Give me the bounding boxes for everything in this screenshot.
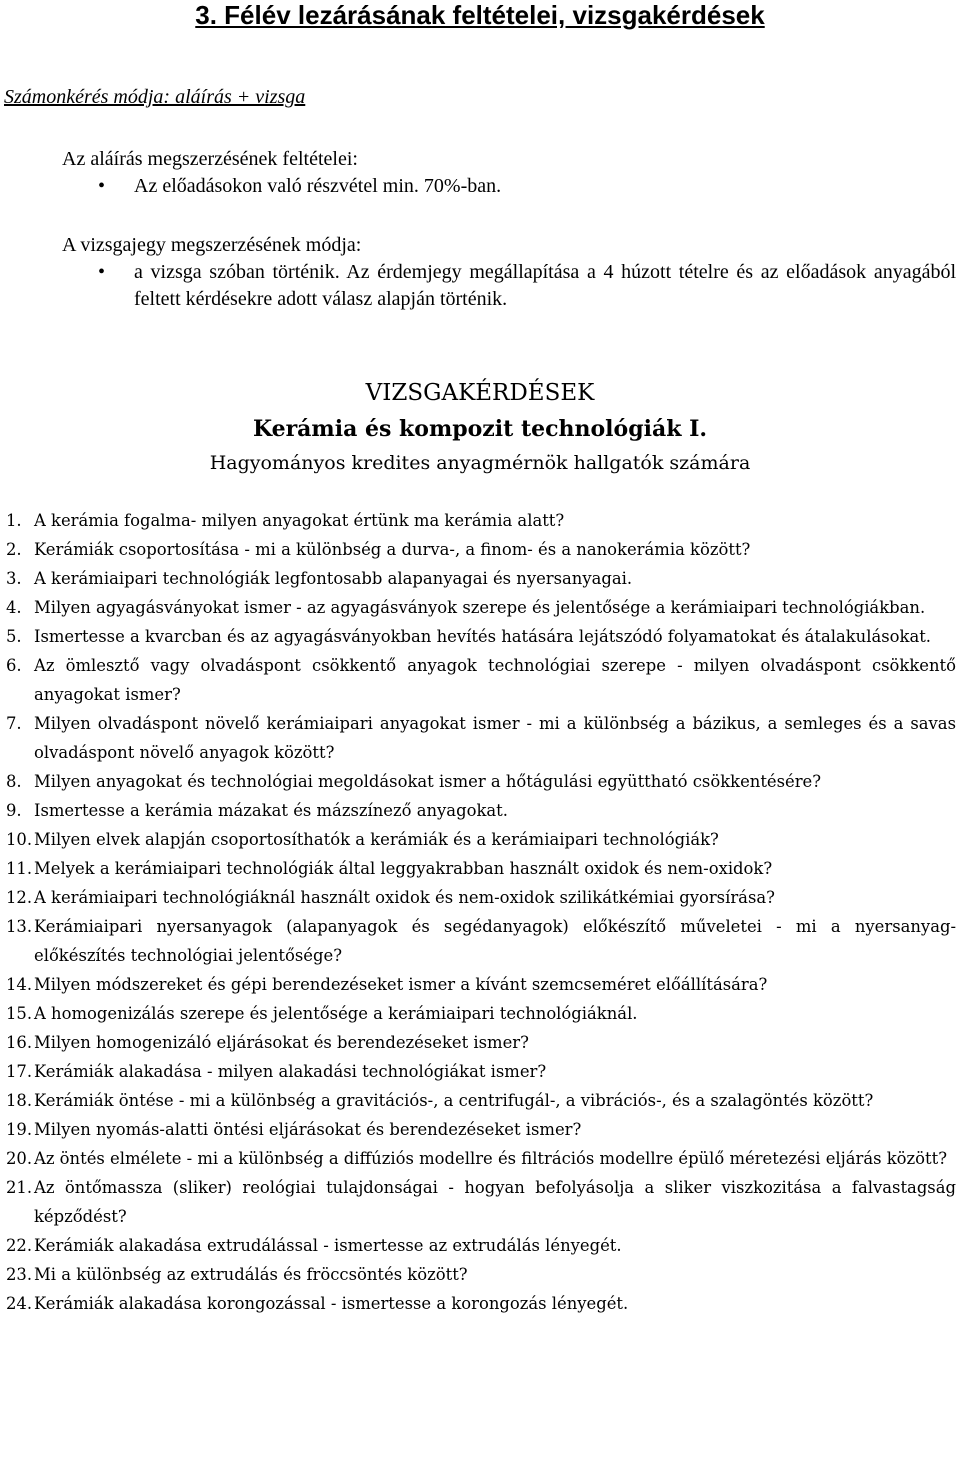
signature-condition-item: [62, 173, 956, 200]
question-number: 5.: [6, 627, 22, 646]
question-item: [6, 709, 956, 767]
signature-condition-text: Az előadásokon való részvétel min. 70%-ban.: [134, 175, 502, 197]
grade-condition-item: [62, 259, 956, 313]
assessment-method: Számonkérés módja: aláírás + vizsga: [4, 86, 306, 108]
question-item: [6, 1260, 956, 1289]
signature-conditions: [62, 146, 956, 200]
question-number: 11.: [6, 859, 33, 878]
question-text: Az ömlesztő vagy olvadáspont csökkentő anyagok technológiai szerepe - milyen olvadáspont csökkentő anyagokat ismer?: [34, 656, 956, 704]
question-text: Milyen módszereket és gépi berendezéseket ismer a kívánt szemcseméret előállítására?: [34, 975, 768, 994]
question-number: 2.: [6, 540, 22, 559]
question-text: Kerámiák alakadása - milyen alakadási technológiákat ismer?: [34, 1062, 547, 1081]
question-item: [6, 767, 956, 796]
question-number: 4.: [6, 598, 22, 617]
question-number: 24.: [6, 1294, 33, 1313]
grade-conditions: [62, 232, 956, 313]
question-item: [6, 883, 956, 912]
question-number: 12.: [6, 888, 33, 907]
question-text: Kerámiaipari nyersanyagok (alapanyagok és segédanyagok) előkészítő műveletei - mi a nyersanyag-előkészítés technológiai jelentősége?: [34, 917, 956, 965]
question-text: Milyen anyagokat és technológiai megoldásokat ismer a hőtágulási együttható csökkentésére?: [34, 772, 822, 791]
question-item: [6, 651, 956, 709]
question-item: [6, 1115, 956, 1144]
question-text: Ismertesse a kerámia mázakat és mázszínező anyagokat.: [34, 801, 508, 820]
question-number: 15.: [6, 1004, 33, 1023]
section-heading-text: 3. Félév lezárásának feltételei, vizsgakérdések: [195, 0, 765, 30]
question-item: [6, 564, 956, 593]
question-text: Milyen agyagásványokat ismer - az agyagásványok szerepe és jelentősége a kerámiaipari technológiákban.: [34, 598, 926, 617]
question-number: 14.: [6, 975, 33, 994]
question-number: 21.: [6, 1178, 33, 1197]
question-number: 10.: [6, 830, 33, 849]
question-number: 9.: [6, 801, 22, 820]
grade-condition-text: a vizsga szóban történik. Az érdemjegy megállapítása a 4 húzott tételre és az előadások anyagából feltett kérdésekre adott válasz alapján történik.: [134, 261, 956, 310]
question-item: [6, 1289, 956, 1318]
question-text: Melyek a kerámiaipari technológiák által leggyakrabban használt oxidok és nem-oxidok?: [34, 859, 773, 878]
question-list: [6, 506, 956, 1318]
question-item: [6, 535, 956, 564]
question-number: 16.: [6, 1033, 33, 1052]
exam-subject: Kerámia és kompozit technológiák I.: [252, 416, 708, 442]
question-number: 1.: [6, 511, 22, 530]
question-text: A kerámia fogalma- milyen anyagokat értünk ma kerámia alatt?: [34, 511, 565, 530]
question-number: 17.: [6, 1062, 33, 1081]
grade-conditions-title: A vizsgajegy megszerzésének módja:: [62, 234, 362, 256]
question-text: Milyen olvadáspont növelő kerámiaipari anyagokat ismer - mi a különbség a bázikus, a semleges és a savas olvadáspont növelő anyagok között?: [34, 714, 956, 762]
question-text: Kerámiák alakadása korongozással - ismertesse a korongozás lényegét.: [34, 1294, 629, 1313]
question-number: 23.: [6, 1265, 33, 1284]
question-text: Ismertesse a kvarcban és az agyagásványokban hevítés hatására lejátszódó folyamatokat és átalakulásokat.: [34, 627, 932, 646]
exam-title: VIZSGAKÉRDÉSEK: [365, 380, 595, 406]
section-heading: [0, 0, 960, 30]
question-text: Milyen nyomás-alatti öntési eljárásokat és berendezéseket ismer?: [34, 1120, 582, 1139]
question-number: 19.: [6, 1120, 33, 1139]
question-item: [6, 1173, 956, 1231]
question-item: [6, 1086, 956, 1115]
question-text: Az öntőmassza (sliker) reológiai tulajdonságai - hogyan befolyásolja a sliker viszkozitása a falvastagság képződést?: [34, 1178, 956, 1226]
question-item: [6, 825, 956, 854]
question-item: [6, 622, 956, 651]
question-item: [6, 506, 956, 535]
question-text: Milyen homogenizáló eljárásokat és berendezéseket ismer?: [34, 1033, 529, 1052]
question-number: 8.: [6, 772, 22, 791]
question-text: Kerámiák alakadása extrudálással - ismertesse az extrudálás lényegét.: [34, 1236, 622, 1255]
bullet-icon: •: [98, 261, 106, 283]
question-item: [6, 1144, 956, 1173]
question-number: 22.: [6, 1236, 33, 1255]
question-text: A kerámiaipari technológiáknál használt oxidok és nem-oxidok szilikátkémiai gyorsírása?: [34, 888, 775, 907]
question-number: 13.: [6, 917, 33, 936]
signature-conditions-title: Az aláírás megszerzésének feltételei:: [62, 148, 358, 170]
question-text: A homogenizálás szerepe és jelentősége a kerámiaipari technológiáknál.: [34, 1004, 638, 1023]
question-item: [6, 1231, 956, 1260]
question-text: Az öntés elmélete - mi a különbség a diffúziós modellre és filtrációs modellre épülő méretezési eljárás között?: [34, 1149, 947, 1168]
question-item: [6, 970, 956, 999]
bullet-icon: •: [98, 175, 106, 197]
question-number: 20.: [6, 1149, 33, 1168]
question-item: [6, 593, 956, 622]
question-text: Kerámiák öntése - mi a különbség a gravitációs-, a centrifugál-, a vibrációs-, és a szalagöntés között?: [34, 1091, 874, 1110]
question-item: [6, 796, 956, 825]
question-item: [6, 999, 956, 1028]
question-text: Milyen elvek alapján csoportosíthatók a kerámiák és a kerámiaipari technológiák?: [34, 830, 719, 849]
question-number: 7.: [6, 714, 22, 733]
question-text: Mi a különbség az extrudálás és fröccsöntés között?: [34, 1265, 468, 1284]
question-item: [6, 1028, 956, 1057]
question-number: 18.: [6, 1091, 33, 1110]
question-item: [6, 912, 956, 970]
question-number: 6.: [6, 656, 22, 675]
question-text: A kerámiaipari technológiák legfontosabb alapanyagai és nyersanyagai.: [34, 569, 633, 588]
question-text: Kerámiák csoportosítása - mi a különbség a durva-, a finom- és a nanokerámia között?: [34, 540, 751, 559]
question-item: [6, 1057, 956, 1086]
exam-audience: Hagyományos kredites anyagmérnök hallgatók számára: [209, 452, 751, 474]
question-item: [6, 854, 956, 883]
question-number: 3.: [6, 569, 22, 588]
